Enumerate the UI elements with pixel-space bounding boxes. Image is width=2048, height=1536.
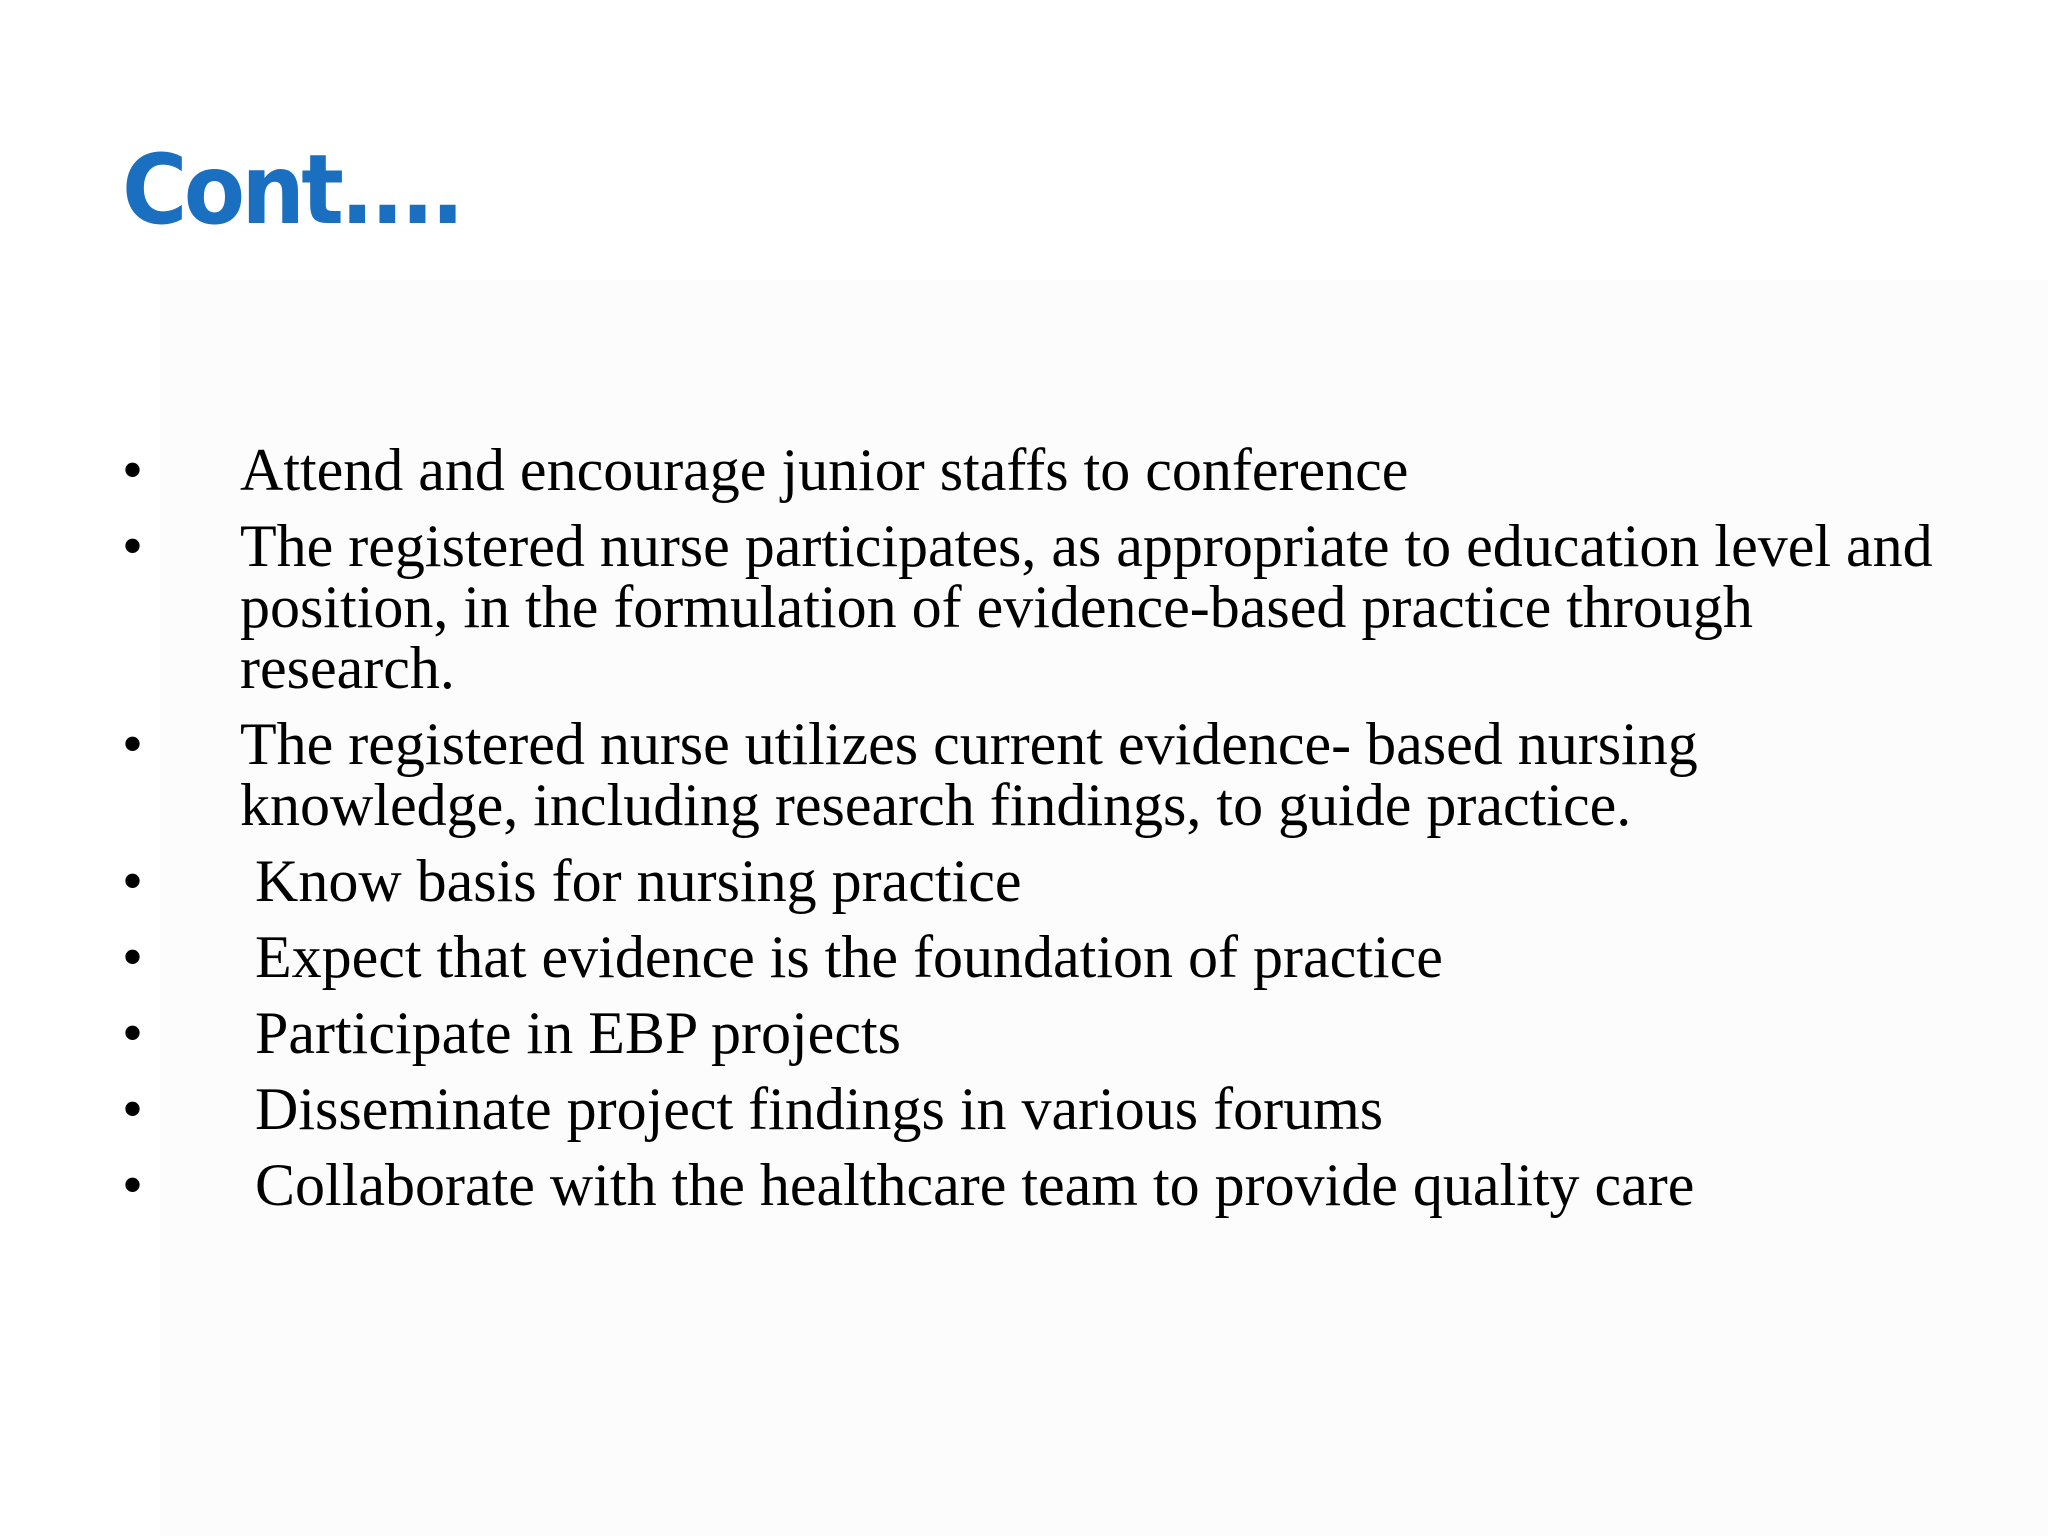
bullet-text: Collaborate with the healthcare team to provide quality care (255, 1152, 1695, 1218)
bullet-item (0, 1000, 2040, 1066)
bullet-item (0, 848, 2040, 914)
bullet-text: Disseminate project findings in various forums (255, 1076, 1384, 1142)
bullet-item (0, 1076, 2040, 1142)
bullet-item (0, 711, 2040, 838)
bullet-item (0, 513, 2040, 701)
bullet-point-icon: • (122, 513, 144, 579)
bullet-point-icon: • (122, 1076, 144, 1142)
bullet-text: Participate in EBP projects (255, 1000, 901, 1066)
bullet-list (0, 437, 2040, 1231)
bullet-text: The registered nurse utilizes current evidence- based nursing knowledge, including research findings, to guide practice. (240, 711, 1698, 838)
bullet-text: Attend and encourage junior staffs to conference (240, 437, 1409, 503)
bullet-point-icon: • (122, 1000, 144, 1066)
bullet-item (0, 437, 2040, 503)
bullet-point-icon: • (122, 711, 144, 777)
bullet-point-icon: • (122, 924, 144, 990)
bullet-point-icon: • (122, 437, 144, 503)
bullet-item (0, 924, 2040, 990)
slide-title: Cont.... (122, 134, 461, 246)
bullet-point-icon: • (122, 1152, 144, 1218)
bullet-point-icon: • (122, 848, 144, 914)
bullet-text: The registered nurse participates, as appropriate to education level and position, in the formulation of evidence-based practice through research. (240, 513, 1933, 701)
bullet-item (0, 1152, 2040, 1218)
bullet-text: Expect that evidence is the foundation of practice (255, 924, 1443, 990)
bullet-text: Know basis for nursing practice (255, 848, 1022, 914)
